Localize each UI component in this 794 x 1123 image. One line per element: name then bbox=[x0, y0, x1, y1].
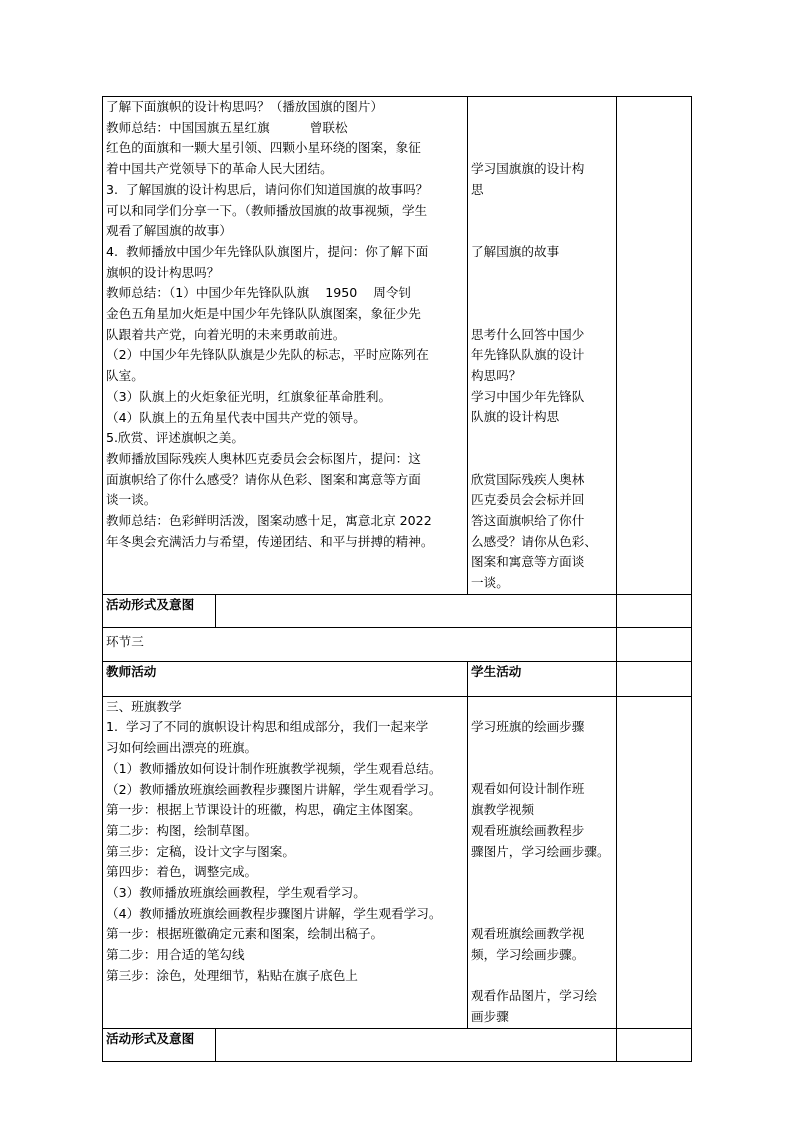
teacher-activity-cell bbox=[103, 696, 468, 1028]
text-line: （2）教师播放班旗绘画教程步骤图片讲解，学生观看学习。 bbox=[106, 781, 442, 797]
text-line bbox=[471, 221, 613, 242]
text-line: 教师总结：中国国旗五星红旗 曾联松 bbox=[106, 119, 348, 135]
text-line: 学习国旗旗的设计构 bbox=[471, 161, 585, 177]
teaching-content-row-2 bbox=[103, 696, 692, 1028]
text-line: 队室。 bbox=[106, 368, 144, 384]
text-line: 构思吗？ bbox=[471, 368, 522, 384]
text-line: 第二步：构图，绘制草图。 bbox=[106, 822, 258, 838]
text-line: 观看班旗绘画教程步 bbox=[471, 822, 585, 838]
notes-cell bbox=[617, 97, 692, 595]
text-line: 第一步：根据上节课设计的班徽，构思，确定主体图案。 bbox=[106, 802, 421, 818]
text-line: 欣赏国际残疾人奥林 bbox=[471, 471, 585, 487]
text-line bbox=[471, 263, 613, 284]
activity-form-label: 活动形式及意图 bbox=[103, 1028, 216, 1061]
text-line bbox=[471, 449, 613, 470]
text-line: （2）中国少年先锋队队旗是少先队的标志，平时应陈列在 bbox=[106, 347, 429, 363]
text-line: 观看班旗绘画教学视 bbox=[471, 926, 585, 942]
notes-cell bbox=[617, 696, 692, 1028]
text-line: 答这面旗帜给了你什 bbox=[471, 512, 585, 528]
text-line: 金色五角星加火炬是中国少年先锋队队旗图案，象征少先 bbox=[106, 306, 421, 322]
text-line: 年冬奥会充满活力与希望，传递团结、和平与拼搏的精神。 bbox=[106, 533, 434, 549]
text-line: 第四步：着色，调整完成。 bbox=[106, 864, 258, 880]
student-activity-header: 学生活动 bbox=[468, 661, 617, 696]
text-line: （3）教师播放班旗绘画教程，学生观看学习。 bbox=[106, 885, 366, 901]
text-line bbox=[471, 759, 613, 780]
activity-form-label: 活动形式及意图 bbox=[103, 594, 216, 627]
text-line: 可以和同学们分享一下。（教师播放国旗的故事视频，学生 bbox=[106, 202, 428, 218]
text-line: 队跟着共产党，向着光明的未来勇敢前进。 bbox=[106, 326, 346, 342]
notes-cell bbox=[617, 1028, 692, 1061]
text-line: 5.欣赏、评述旗帜之美。 bbox=[106, 430, 244, 446]
text-line: （4）教师播放班旗绘画教程步骤图片讲解，学生观看学习。 bbox=[106, 905, 442, 921]
text-line: （3）队旗上的火炬象征光明，红旗象征革命胜利。 bbox=[106, 388, 392, 404]
text-line bbox=[471, 904, 613, 925]
text-line: 画步骤 bbox=[471, 1009, 509, 1025]
text-line: 观看如何设计制作班 bbox=[471, 781, 585, 797]
text-line bbox=[471, 966, 613, 987]
text-line: 红色的面旗和一颗大星引领、四颗小星环绕的图案，象征 bbox=[106, 140, 421, 156]
text-line: 么感受？请你从色彩、 bbox=[471, 533, 597, 549]
teacher-activity-header: 教师活动 bbox=[103, 661, 468, 696]
text-line bbox=[471, 304, 613, 325]
activity-form-row bbox=[103, 594, 692, 627]
text-line: 着中国共产党领导下的革命人民大团结。 bbox=[106, 161, 333, 177]
text-line: 教师播放国际残疾人奥林匹克委员会会标图片，提问：这 bbox=[106, 450, 421, 466]
activity-form-row-2 bbox=[103, 1028, 692, 1061]
text-line: 思 bbox=[471, 181, 484, 197]
text-line: 学习中国少年先锋队 bbox=[471, 388, 585, 404]
text-line: 谈一谈。 bbox=[106, 492, 157, 508]
text-line: 一谈。 bbox=[471, 575, 509, 591]
text-line bbox=[471, 138, 613, 159]
text-line bbox=[471, 97, 613, 118]
notes-cell bbox=[617, 594, 692, 627]
text-line bbox=[471, 283, 613, 304]
teacher-activity-text bbox=[106, 697, 464, 987]
section-title: 环节三 bbox=[103, 627, 617, 661]
text-line bbox=[471, 738, 613, 759]
text-line: 图案和寓意等方面谈 bbox=[471, 554, 585, 570]
text-line: （4）队旗上的五角星代表中国共产党的领导。 bbox=[106, 409, 366, 425]
text-line: 第二步：用合适的笔勾线 bbox=[106, 947, 245, 963]
text-line: 频，学习绘画步骤。 bbox=[471, 947, 585, 963]
student-activity-text bbox=[471, 97, 613, 594]
text-line bbox=[471, 883, 613, 904]
text-line: 观看了解国旗的故事） bbox=[106, 223, 232, 239]
text-line: 三、班旗教学 bbox=[106, 698, 182, 714]
text-line: 教师总结：（1）中国少年先锋队队旗 1950 周令钊 bbox=[106, 285, 412, 301]
text-line bbox=[471, 697, 613, 718]
text-line: 面旗帜给了你什么感受？请你从色彩、图案和寓意等方面 bbox=[106, 471, 421, 487]
text-line: 第三步：定稿，设计文字与图案。 bbox=[106, 843, 295, 859]
text-line: 1. 学习了不同的旗帜设计构思和组成部分，我们一起来学 bbox=[106, 719, 429, 735]
activity-form-value bbox=[216, 594, 617, 627]
text-line: 旗帜的设计构思吗？ bbox=[106, 264, 220, 280]
text-line bbox=[471, 862, 613, 883]
notes-cell bbox=[617, 627, 692, 661]
text-line: 匹克委员会会标并回 bbox=[471, 492, 585, 508]
section-row bbox=[103, 627, 692, 661]
text-line bbox=[471, 118, 613, 139]
text-line: 骤图片，学习绘画步骤。 bbox=[471, 843, 610, 859]
text-line: （1）教师播放如何设计制作班旗教学视频，学生观看总结。 bbox=[106, 760, 442, 776]
text-line: 了解下面旗帜的设计构思吗？（播放国旗的图片） bbox=[106, 99, 384, 114]
lesson-plan-table bbox=[102, 96, 692, 1062]
text-line bbox=[471, 200, 613, 221]
text-line: 学习班旗的绘画步骤 bbox=[471, 719, 585, 735]
teacher-activity-cell bbox=[103, 97, 468, 595]
text-line: 第三步：涂色，处理细节，粘贴在旗子底色上 bbox=[106, 967, 358, 983]
teaching-content-row bbox=[103, 97, 692, 595]
student-activity-cell bbox=[468, 696, 617, 1028]
activity-form-value bbox=[216, 1028, 617, 1061]
text-line: 4. 教师播放中国少年先锋队队旗图片，提问：你了解下面 bbox=[106, 243, 429, 259]
text-line: 3. 了解国旗的设计构思后，请问你们知道国旗的故事吗？ bbox=[106, 181, 429, 197]
text-line: 思考什么回答中国少 bbox=[471, 326, 585, 342]
header-row bbox=[103, 661, 692, 696]
text-line: 旗教学视频 bbox=[471, 802, 534, 818]
text-line: 习如何绘画出漂亮的班旗。 bbox=[106, 740, 258, 756]
student-activity-text bbox=[471, 697, 613, 1028]
student-activity-cell bbox=[468, 97, 617, 595]
teacher-activity-text bbox=[106, 97, 464, 552]
text-line bbox=[471, 428, 613, 449]
text-line: 年先锋队队旗的设计 bbox=[471, 347, 585, 363]
text-line: 观看作品图片，学习绘 bbox=[471, 988, 597, 1004]
notes-cell bbox=[617, 661, 692, 696]
text-line: 第一步：根据班徽确定元素和图案，绘制出稿子。 bbox=[106, 926, 384, 942]
text-line: 队旗的设计构思 bbox=[471, 409, 560, 425]
text-line: 了解国旗的故事 bbox=[471, 243, 560, 259]
text-line: 教师总结：色彩鲜明活泼，图案动感十足，寓意北京 2022 bbox=[106, 513, 432, 529]
